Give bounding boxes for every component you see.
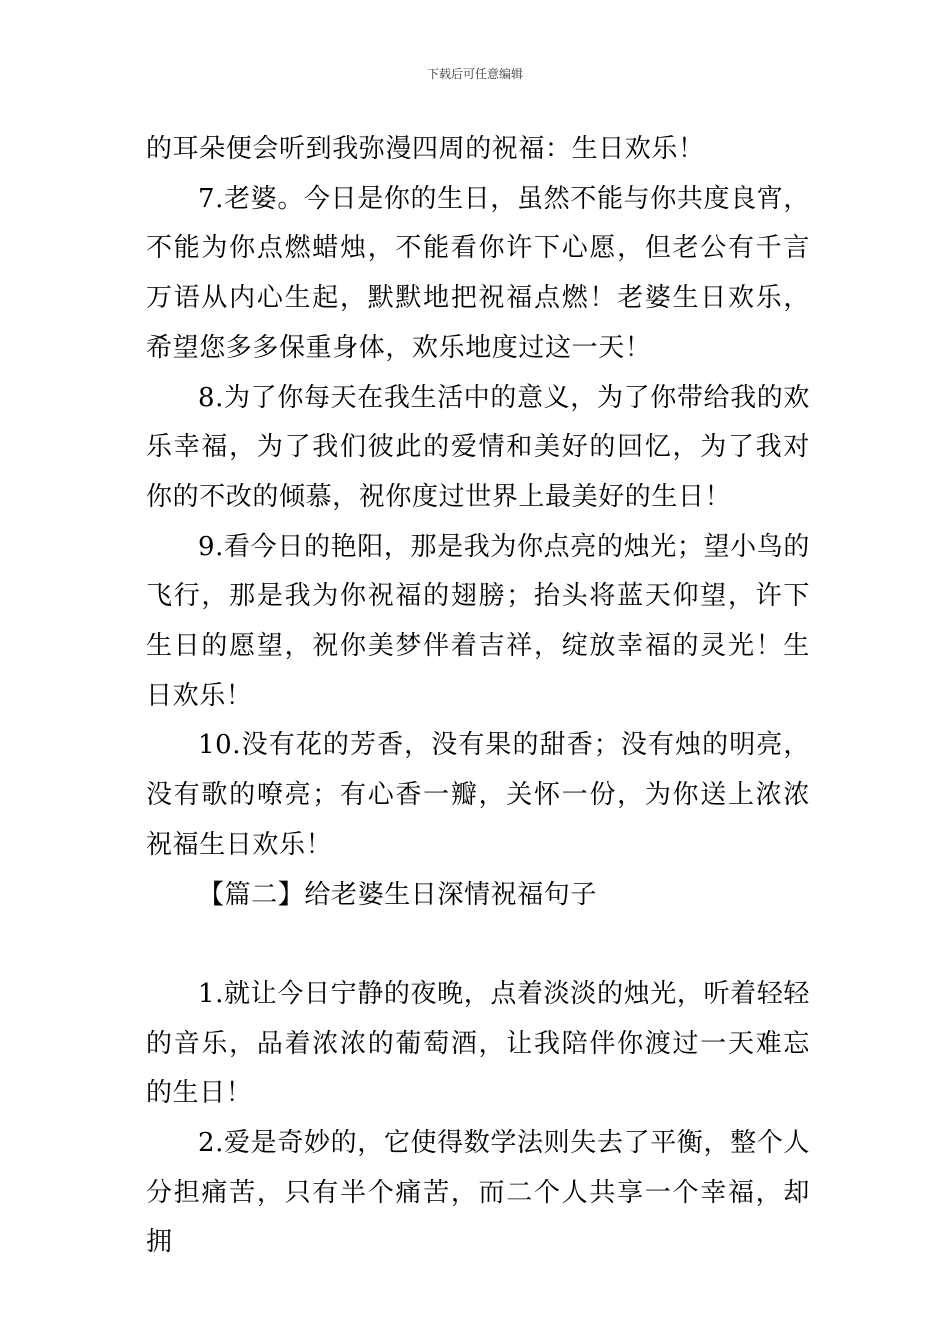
blank-line	[146, 920, 810, 970]
section-heading: 【篇二】给老婆生日深情祝福句子	[198, 879, 598, 910]
paragraph-item-8: 8.为了你每天在我生活中的意义，为了你带给我的欢乐幸福，为了我们彼此的爱情和美好的回忆，为了我对你的不改的倾慕，祝你度过世界上最美好的生日！	[146, 382, 810, 512]
paragraph-item-2: 2.爱是奇妙的，它使得数学法则失去了平衡，整个人分担痛苦，只有半个痛苦，而二个人共享一个幸福，却拥	[146, 1128, 810, 1258]
paragraph-item-10: 10.没有花的芳香，没有果的甜香；没有烛的明亮，没有歌的嘹亮；有心香一瓣，关怀一份，为你送上浓浓祝福生日欢乐！	[146, 730, 810, 860]
page-header: 下载后可任意编辑	[426, 67, 523, 81]
document-body	[146, 125, 810, 1268]
paragraph-item-1: 1.就让今日宁静的夜晚，点着淡淡的烛光，听着轻轻的音乐，品着浓浓的葡萄酒，让我陪伴你渡过一天难忘的生日！	[146, 978, 810, 1109]
paragraph-continuation: 的耳朵便会听到我弥漫四周的祝福：生日欢乐！	[146, 134, 705, 164]
paragraph-item-7: 7.老婆。今日是你的生日，虽然不能与你共度良宵，不能为你点燃蜡烛，不能看你许下心愿，但老公有千言万语从内心生起，默默地把祝福点燃！老婆生日欢乐，希望您多多保重身体，欢乐地度过这一天！	[146, 183, 810, 363]
paragraph-item-9: 9.看今日的艳阳，那是我为你点亮的烛光；望小鸟的飞行，那是我为你祝福的翅膀；抬头将蓝天仰望，许下生日的愿望，祝你美梦伴着吉祥，绽放幸福的灵光！生日欢乐！	[146, 531, 810, 711]
